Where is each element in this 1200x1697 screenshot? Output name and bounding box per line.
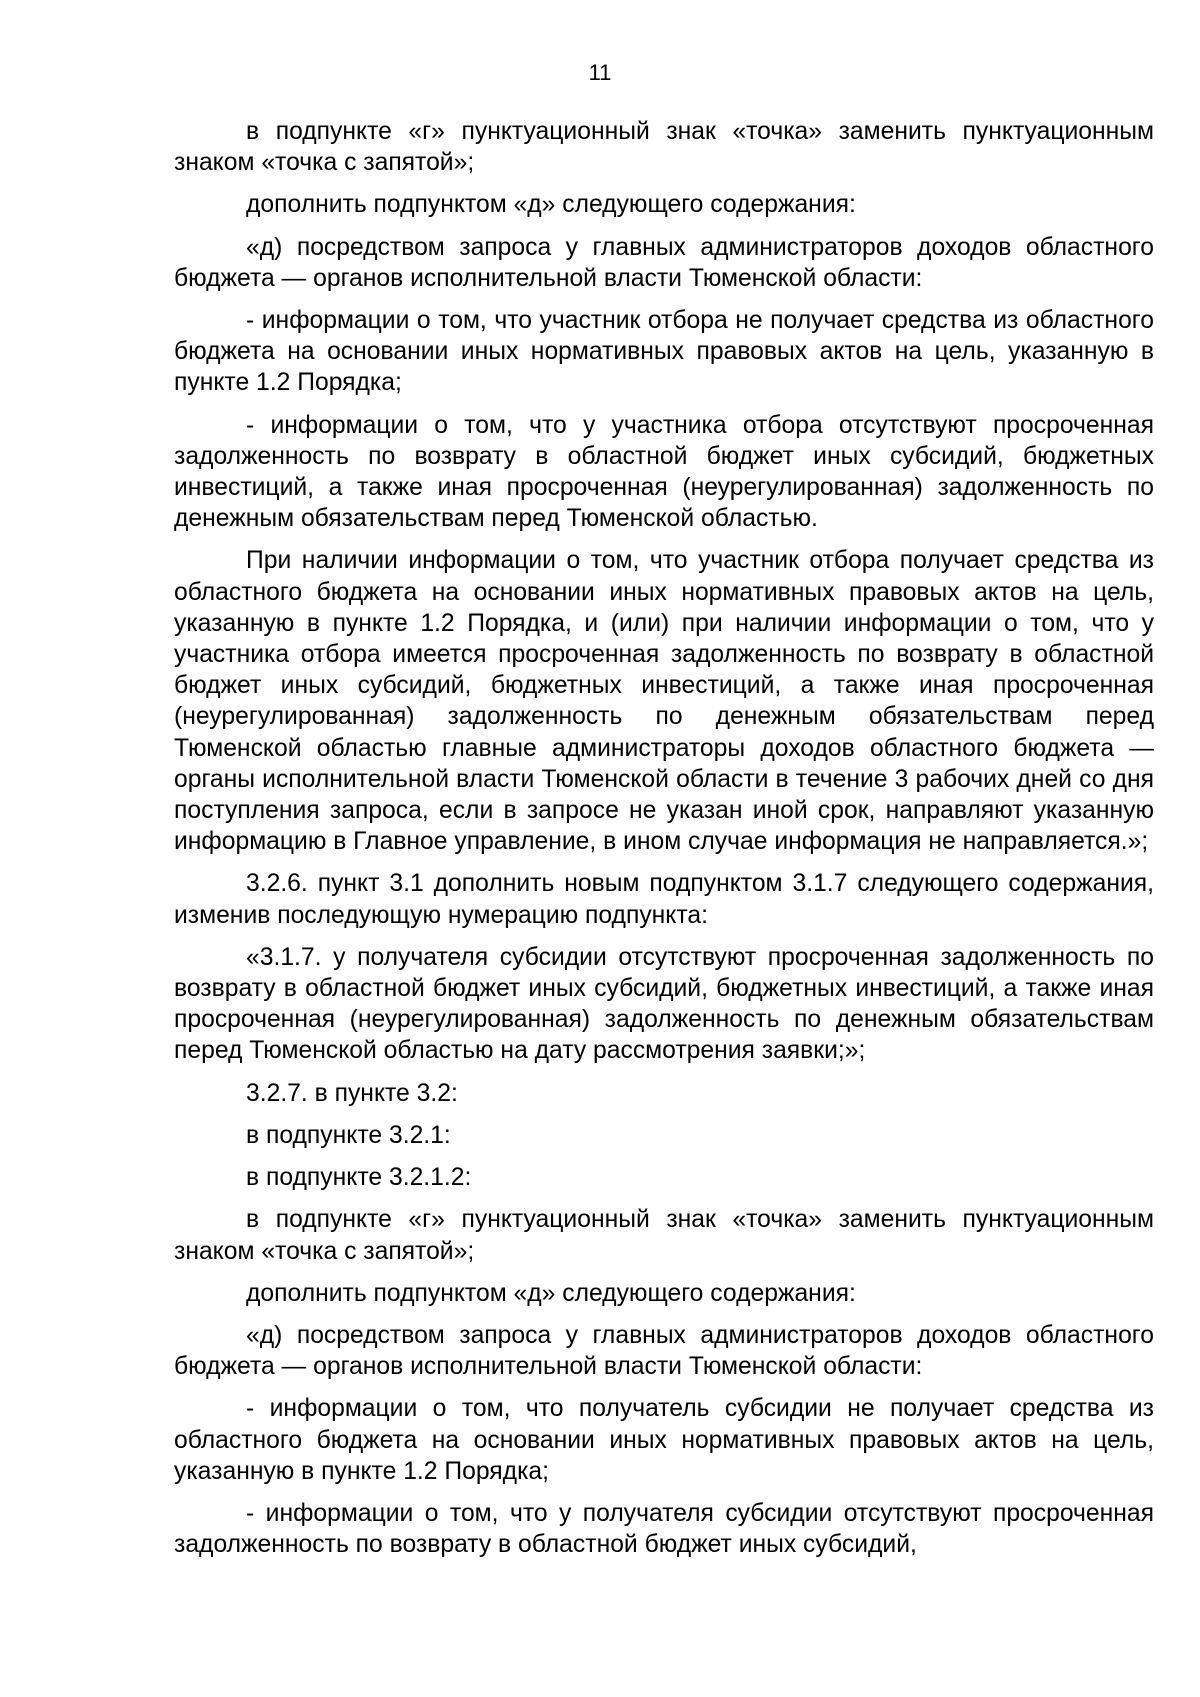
paragraph-10: в подпункте 3.2.1: (246, 1121, 451, 1149)
paragraph-5: - информации о том, что у участника отбора отсутствуют просроченная задолженность по возврату в областной бюджет иных субсидий, бюджетных инвестиций, а также иная просроченная (неурегулированная) задолженность по денежным обязательствам перед Тюменской областью. (174, 411, 1154, 533)
paragraph-15: - информации о том, что получатель субсидии не получает средства из областного бюджета на основании иных нормативных правовых актов на цель, указанную в пункте 1.2 Порядка; (174, 1395, 1154, 1485)
paragraph-4: - информации о том, что участник отбора не получает средства из областного бюджета на основании иных нормативных правовых актов на цель, указанную в пункте 1.2 Порядка; (174, 307, 1154, 397)
paragraph-2: дополнить подпунктом «д» следующего содержания: (246, 191, 856, 219)
paragraph-8: «3.1.7. у получателя субсидии отсутствуют просроченная задолженность по возврату в областной бюджет иных субсидий, бюджетных инвестиций, а также иная просроченная (неурегулированная) задолженность по денежным обязательствам перед Тюменской областью на дату рассмотрения заявки;»; (174, 943, 1154, 1065)
paragraph-12: в подпункте «г» пунктуационный знак «точка» заменить пунктуационным знаком «точка с запятой»; (174, 1206, 1154, 1265)
paragraph-16: - информации о том, что у получателя субсидии отсутствуют просроченная задолженность по возврату в областной бюджет иных субсидий, (174, 1499, 1154, 1559)
paragraph-3: «д) посредством запроса у главных администраторов доходов областного бюджета — органов исполнительной власти Тюменской области: (174, 233, 1154, 292)
paragraph-14: «д) посредством запроса у главных администраторов доходов областного бюджета — органов исполнительной власти Тюменской области: (174, 1321, 1154, 1381)
paragraph-9: 3.2.7. в пункте 3.2: (246, 1079, 458, 1107)
paragraph-6: При наличии информации о том, что участник отбора получает средства из областного бюджета на основании иных нормативных правовых актов на цель, указанную в пункте 1.2 Порядка, и (или) при наличии информации о том, что у участника отбора имеется просроченная задолженность по возврату в областной бюджет иных субсидий, бюджетных инвестиций, а также иная просроченная (неурегулированная) задолженность по денежным обязательствам перед Тюменской областью главные администраторы доходов областного бюджета — органы исполнительной власти Тюменской области в течение 3 рабочих дней со дня поступления запроса, если в запросе не указан иной срок, направляют указанную информацию в Главное управление, в ином случае информация не направляется.»; (174, 547, 1154, 856)
document-body (174, 116, 1154, 1560)
paragraph-11: в подпункте 3.2.1.2: (246, 1164, 472, 1192)
paragraph-1: в подпункте «г» пунктуационный знак «точка» заменить пунктуационным знаком «точка с запятой»; (174, 118, 1154, 177)
page-number: 11 (588, 60, 612, 85)
paragraph-7: 3.2.6. пункт 3.1 дополнить новым подпунктом 3.1.7 следующего содержания, изменив последующую нумерацию подпункта: (174, 870, 1154, 929)
paragraph-13: дополнить подпунктом «д» следующего содержания: (246, 1279, 856, 1307)
